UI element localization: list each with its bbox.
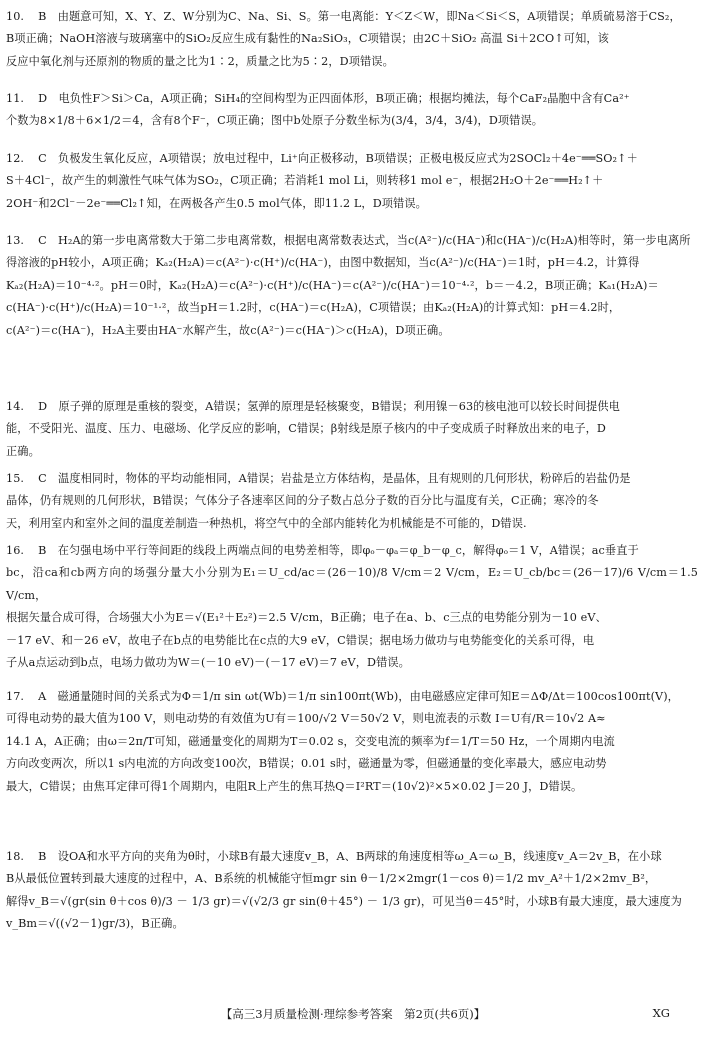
answer-line: 能，不受阳光、温度、压力、电磁场、化学反应的影响，C错误；β射线是原子核内的中子变成质子时释放出来的电子，D <box>6 422 606 436</box>
answer-17 <box>6 686 698 798</box>
answer-line: c(A²⁻)＝c(HA⁻)，H₂A主要由HA⁻水解产生，故c(A²⁻)＝c(HA⁻)＞c(H₂A)，D项正确。 <box>6 323 450 337</box>
answer-line: 个数为8×1/8＋6×1/2＝4，含有8个F⁻，C项正确；图中b处原子分数坐标为(3/4，3/4，3/4)，D项错误。 <box>6 114 544 128</box>
answer-line: D 电负性F＞Si＞Ca，A项正确；SiH₄的空间构型为正四面体形，B项正确；根据均摊法，每个CaF₂晶胞中含有Ca²⁺ <box>38 92 630 105</box>
answer-line: 反应中氧化剂与还原剂的物质的量之比为1∶2，质量之比为5∶2，D项错误。 <box>6 54 394 68</box>
question-number: 15. <box>6 472 25 485</box>
answer-16 <box>6 540 698 674</box>
answer-line: 解得v_B＝√(gr(sin θ＋cos θ)/3 － 1/3 gr)＝√(√2/3 gr sin(θ＋45°) － 1/3 gr)，可见当θ＝45°时，小球B有最大速度，最大速度为 <box>6 894 682 908</box>
answer-line: Kₐ₂(H₂A)＝10⁻⁴·²。pH＝0时，Kₐ₂(H₂A)＝c(A²⁻)·c(H⁺)/c(HA⁻)＝c(A²⁻)/c(HA⁻)＝10⁻⁴·²，b＝－4.2，B项正确；Kₐ₁(H₂A)＝ <box>6 278 659 292</box>
answer-line: B 设OA和水平方向的夹角为θ时，小球B有最大速度v_B，A、B两球的角速度相等ω_A＝ω_B，线速度v_A＝2v_B，在小球 <box>38 850 662 863</box>
answer-10 <box>6 6 698 73</box>
answer-line: 晶体，仍有规则的几何形状，B错误；气体分子各速率区间的分子数占总分子数的百分比与温度有关，C正确；寒冷的冬 <box>6 494 599 508</box>
footer-code: XG <box>652 1006 670 1020</box>
answer-line: S＋4Cl⁻，故产生的刺激性气味气体为SO₂，C项正确；若消耗1 mol Li，则转移1 mol e⁻，根据2H₂O＋2e⁻══H₂↑＋ <box>6 174 604 188</box>
question-number: 18. <box>6 850 25 863</box>
answer-line: 可得电动势的最大值为100 V，则电动势的有效值为U有＝100/√2 V＝50√2 V，则电流表的示数 I＝U有/R＝10√2 A≈ <box>6 712 606 726</box>
answer-18 <box>6 846 698 936</box>
question-number: 17. <box>6 690 25 703</box>
answer-line: －17 eV、和－26 eV，故电子在b点的电势能比在c点的大9 eV，C错误；据电场力做功与电势能变化的关系可得，电 <box>6 633 595 647</box>
answer-line: 根据矢量合成可得，合场强大小为E＝√(E₁²＋E₂²)＝2.5 V/cm，B正确；电子在a、b、c三点的电势能分别为－10 eV、 <box>6 611 607 625</box>
answer-line: A 磁通量随时间的关系式为Φ＝1/π sin ωt(Wb)＝1/π sin100πt(Wb)，由电磁感应定律可知E＝ΔΦ/Δt＝100cos100πt(V)， <box>38 690 679 703</box>
answer-line: 方向改变两次，所以1 s内电流的方向改变100次，B错误；0.01 s时，磁通量为零，但磁通量的变化率最大，感应电动势 <box>6 757 607 771</box>
answer-14 <box>6 396 698 463</box>
answer-line: C 负极发生氧化反应，A项错误；放电过程中，Li⁺向正极移动，B项错误；正极电极反应式为2SOCl₂＋4e⁻══SO₂↑＋ <box>38 152 638 165</box>
answer-line: 天，利用室内和室外之间的温度差制造一种热机，将空气中的全部内能转化为机械能是不可能的，D错误. <box>6 516 527 530</box>
page-footer: 【高三3月质量检测·理综参考答案 第2页(共6页)】 <box>220 1007 486 1021</box>
answer-15 <box>6 468 698 535</box>
answer-line: B 在匀强电场中平行等间距的线段上两端点间的电势差相等，即φₒ－φₐ＝φ_b－φ_c，解得φₒ＝1 V，A错误；ac垂直于 <box>38 544 639 557</box>
answer-12 <box>6 148 698 215</box>
question-number: 13. <box>6 234 25 247</box>
answer-13 <box>6 230 698 342</box>
answer-line: bc，沿ca和cb两方向的场强分量大小分别为E₁＝U_cd/ac＝(26－10)/8 V/cm＝2 V/cm，E₂＝U_cb/bc＝(26－17)/6 V/cm＝1.5 V/cm， <box>6 566 698 602</box>
answer-line: C H₂A的第一步电离常数大于第二步电离常数，根据电离常数表达式，当c(A²⁻)/c(HA⁻)和c(HA⁻)/c(H₂A)相等时，第一步电离所 <box>38 234 691 247</box>
question-number: 10. <box>6 10 25 23</box>
answer-line: 14.1 A，A正确；由ω＝2π/T可知，磁通量变化的周期为T＝0.02 s，交变电流的频率为f＝1/T＝50 Hz，一个周期内电流 <box>6 734 615 748</box>
answer-line: C 温度相同时，物体的平均动能相同，A错误；岩盐是立方体结构，是晶体，且有规则的几何形状，粉碎后的岩盐仍是 <box>38 472 631 485</box>
answer-line: 最大，C错误；由焦耳定律可得1个周期内，电阻R上产生的焦耳热Q＝I²RT＝(10√2)²×5×0.02 J＝20 J，D错误。 <box>6 779 583 793</box>
question-number: 11. <box>6 92 25 105</box>
answer-line: v_Bm＝√((√2－1)gr/3)，B正确。 <box>6 917 184 931</box>
answer-line: B 由题意可知，X、Y、Z、W分别为C、Na、Si、S。第一电离能：Y＜Z＜W，即Na＜Si＜S，A项错误；单质硫易溶于CS₂， <box>38 10 681 23</box>
answer-line: 子从a点运动到b点，电场力做功为W＝(－10 eV)－(－17 eV)＝7 eV，D错误。 <box>6 656 410 670</box>
question-number: 14. <box>6 400 25 413</box>
answer-line: B项正确；NaOH溶液与玻璃塞中的SiO₂反应生成有黏性的Na₂SiO₃，C项错误；由2C＋SiO₂ 高温 Si＋2CO↑可知，该 <box>6 32 609 46</box>
answer-line: 正确。 <box>6 444 40 458</box>
answer-line: B从最低位置转到最大速度的过程中，A、B系统的机械能守恒mgr sin θ－1/2×2mgr(1－cos θ)＝1/2 mv_A²＋1/2×2mv_B²， <box>6 872 657 886</box>
question-number: 12. <box>6 152 25 165</box>
answer-11 <box>6 88 698 133</box>
answer-line: 得溶液的pH较小，A项正确；Kₐ₂(H₂A)＝c(A²⁻)·c(H⁺)/c(HA⁻)，由图中数据知，当c(A²⁻)/c(HA⁻)＝1时，pH＝4.2，计算得 <box>6 256 640 270</box>
answer-line: 2OH⁻和2Cl⁻－2e⁻══Cl₂↑知，在两极各产生0.5 mol气体，即11.2 L，D项错误。 <box>6 196 427 210</box>
answer-line: c(HA⁻)·c(H⁺)/c(H₂A)＝10⁻¹·²，故当pH＝1.2时，c(HA⁻)＝c(H₂A)，C项错误；由Kₐ₂(H₂A)的计算式知：pH＝4.2时， <box>6 301 621 315</box>
question-number: 16. <box>6 544 25 557</box>
answer-line: D 原子弹的原理是重核的裂变，A错误；氢弹的原理是轻核聚变，B错误；利用镍－63的核电池可以较长时间提供电 <box>38 400 620 413</box>
